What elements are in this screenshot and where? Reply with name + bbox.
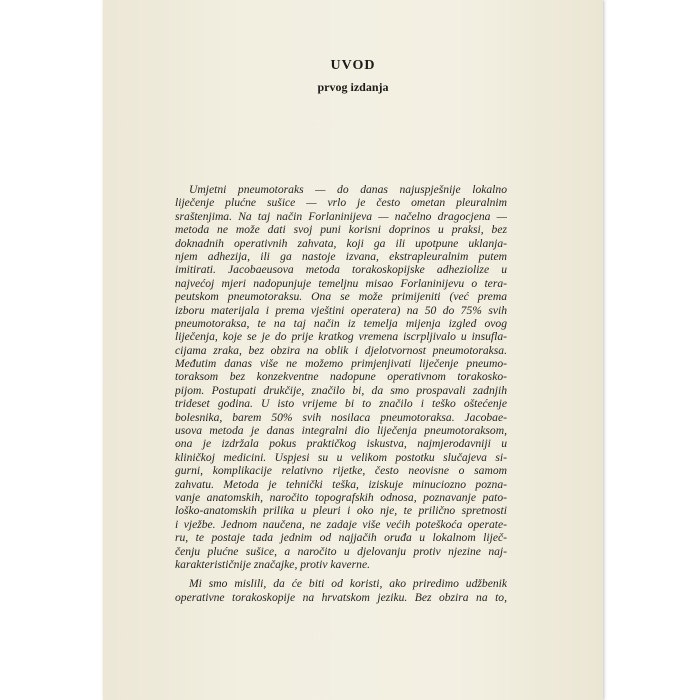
text-line: karakterističnije značajke, protiv kaverne. (175, 557, 370, 571)
text-line: ona je izdržala pokus praktičkog iskustva, najmjerodavniji u (175, 437, 507, 451)
text-line: toraksom bez konzekventne nadopune operativnom torakosko- (175, 370, 507, 384)
text-line: trideset godina. U isto vrijeme bi to značilo i teško oštećenje (175, 397, 507, 411)
text-line: pneumotoraksa, te na taj način iz temelja mijenja izgled ovog (175, 316, 507, 330)
text-line: bolesnika, barem 50% svih nosilaca pneumotoraksa. Jacobae- (175, 410, 507, 424)
text-line: gurni, komplikacije relativno rijetke, često neovisne o samom (175, 464, 507, 478)
text-line: i vježbe. Jednom naučena, ne zadaje više većih poteškoća operate- (175, 517, 507, 531)
text-line: najvećoj mjeri nadopunjuje temeljnu misao Forlaninijevu o tera- (175, 276, 507, 290)
text-line: operativne torakoskopije na hrvatskom jeziku. Bez obzira na to, (175, 590, 507, 604)
text-line: zahvatu. Metoda je tehnički teška, iziskuje minuciozno pozna- (175, 477, 507, 491)
book-page (103, 0, 603, 700)
text-line: vanje anatomskih, naročito topografskih odnosa, poznavanje pato- (175, 490, 507, 504)
body-text (175, 183, 507, 604)
text-line: sraštenjima. Na taj način Forlaninijeva — načelno dragocjena — (175, 209, 507, 223)
text-line: loško-anatomskih prilika u pleuri i oko nje, te prilično spretnosti (175, 504, 507, 518)
text-line: liječenje plućne sušice — vrlo je često ometan pleuralnim (175, 196, 507, 210)
text-line: Međutim danas više ne možemo primjenjivati liječenje pneumo- (175, 357, 507, 371)
text-line: cijama zraka, bez obzira na oblik i djelotvornost pneumotoraksa. (175, 343, 507, 357)
text-line: imitirati. Jacobaeusova metoda torakoskopijske adheziolize u (175, 263, 507, 277)
chapter-subheading: prvog izdanja (317, 80, 389, 94)
text-line: peutskom pneumotoraksu. Ona se može primijeniti (već prema (175, 290, 507, 304)
text-line: usova metoda je danas integralni dio liječenja pneumotoraksom, (175, 424, 507, 438)
text-line: doknadnih operativnih zahvata, koji ga ili upotpune uklanja- (175, 236, 507, 250)
text-line: pijom. Postupati drukčije, značilo bi, da smo prospavali zadnjih (175, 383, 507, 397)
text-line: čenju plućne sušice, a naročito u djelovanju protiv njezine naj- (175, 544, 507, 558)
chapter-heading: UVOD (330, 58, 376, 73)
text-line: kliničkoj medicini. Uspjesi su u velikom postotku slučajeva si- (175, 450, 507, 464)
text-line: ru, te postaje tada jednim od najjačih oruđa u lokalnom liječ- (175, 531, 507, 545)
text-line: Mi smo mislili, da će biti od koristi, ako priredimo udžbenik (189, 577, 507, 591)
text-line: Umjetni pneumotoraks — do danas najuspješnije lokalno (189, 183, 507, 196)
text-line: metoda ne može dati svoj puni korisni doprinos u praksi, bez (175, 223, 507, 237)
text-line: izboru materijala i prema vještini operatera) na 50 do 75% svih (175, 303, 507, 317)
text-line: liječenja, koje se je do prije kratkog vremena iscrpljivalo u insufla- (175, 330, 507, 344)
text-line: njem adhezija, ili ga nastoje izvana, ekstrapleuralnim putem (175, 249, 507, 263)
